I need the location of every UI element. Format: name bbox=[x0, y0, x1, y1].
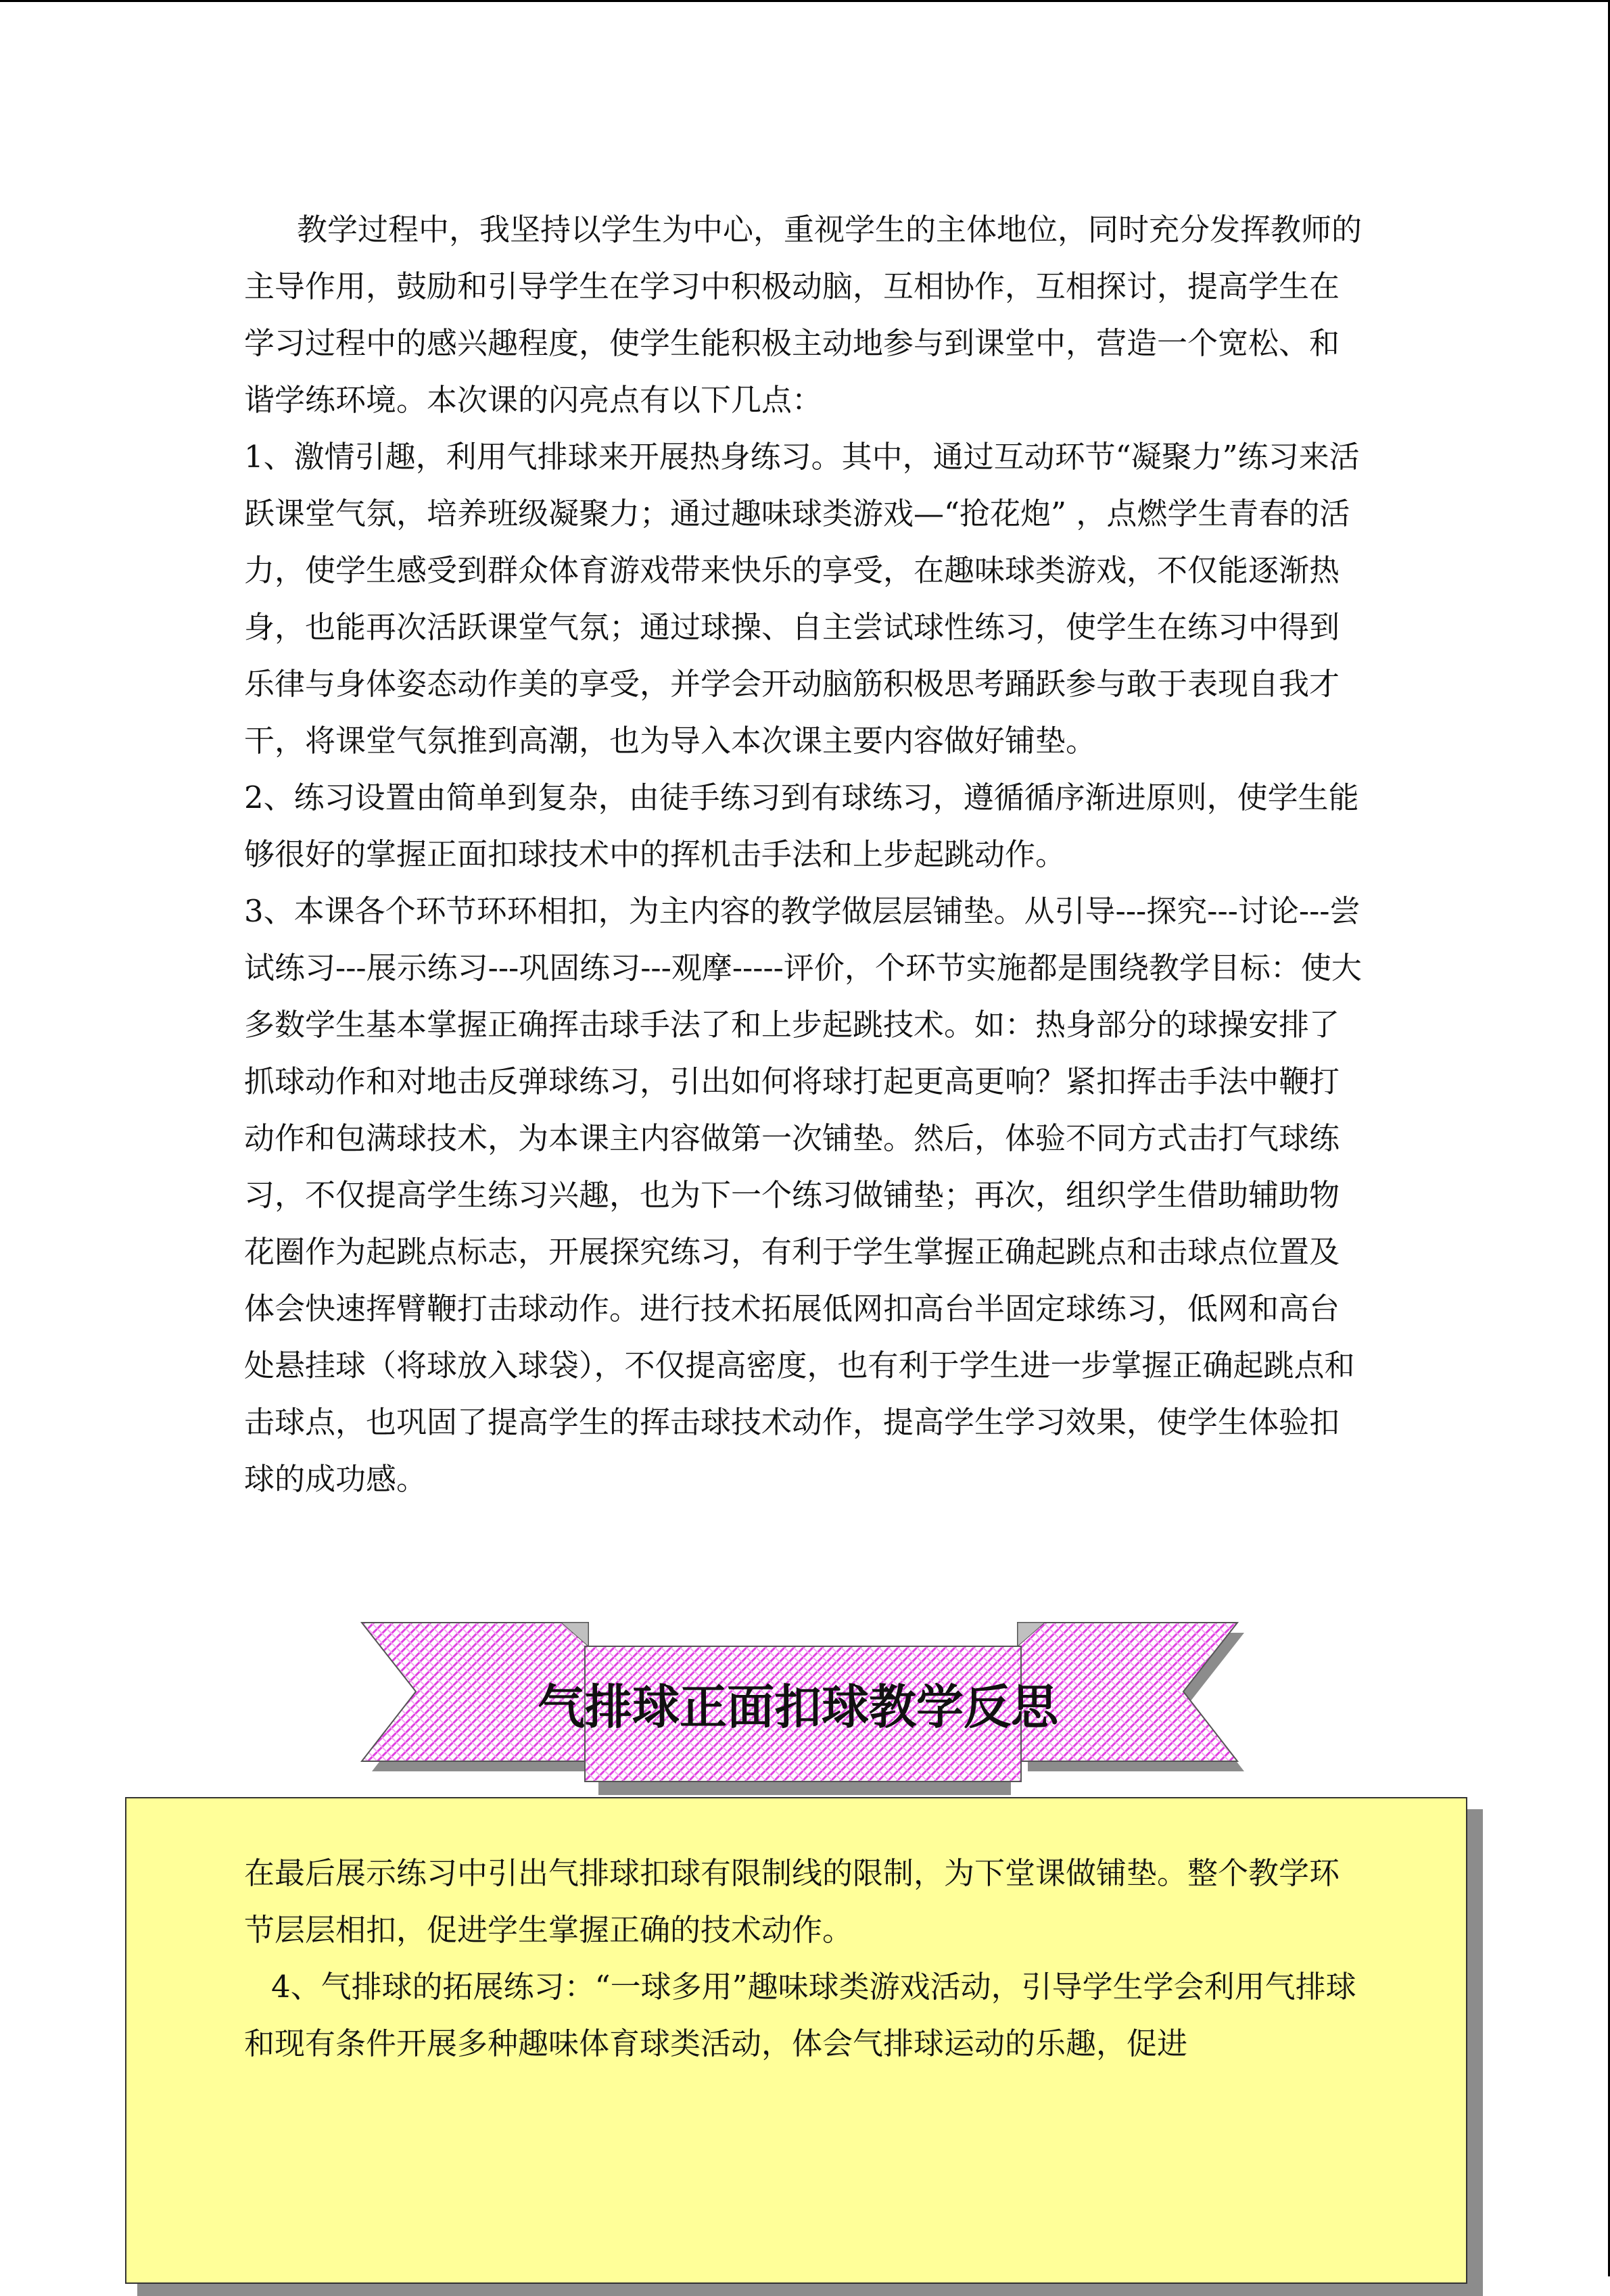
note-text bbox=[244, 1845, 1367, 2072]
note-paragraph-2: 4、气排球的拓展练习：“一球多用”趣味球类游戏活动，引导学生学会利用气排球和现有条件开展多种趣味体育球类活动，体会气排球运动的乐趣，促进 bbox=[244, 1969, 1356, 2061]
note-paragraph-1: 在最后展示练习中引出气排球扣球有限制线的限制，为下堂课做铺垫。整个教学环节层层相扣，促进学生掌握正确的技术动作。 bbox=[244, 1855, 1340, 1948]
intro-paragraph: 教学过程中，我坚持以学生为中心，重视学生的主体地位，同时充分发挥教师的主导作用，鼓励和引导学生在学习中积极动脑，互相协作，互相探讨，提高学生在学习过程中的感兴趣程度，使学生能积极主动地参与到课堂中，营造一个宽松、和谐学练环境。本次课的闪亮点有以下几点： bbox=[244, 212, 1363, 418]
body-text bbox=[244, 201, 1367, 1508]
point-2-paragraph: 2、练习设置由简单到复杂，由徒手练习到有球练习，遵循循序渐进原则，使学生能够很好的掌握正面扣球技术中的挥机击手法和上步起跳动作。 bbox=[244, 780, 1359, 872]
banner-title: 气排球正面扣球教学反思 bbox=[538, 1679, 1058, 1735]
point-3-paragraph: 3、本课各个环节环环相扣，为主内容的教学做层层铺垫。从引导---探究---讨论---尝试练习---展示练习---巩固练习---观摩-----评价，个环节实施都是围绕教学目标：使大多数学生基本掌握正确挥击球手法了和上步起跳技术。如：热身部分的球操安排了抓球动作和对地击反弹球练习，引出如何将球打起更高更响？紧扣挥击手法中鞭打动作和包满球技术，为本课主内容做第一次铺垫。然后，体验不同方式击打气球练习，不仅提高学生练习兴趣，也为下一个练习做铺垫；再次，组织学生借助辅助物花圈作为起跳点标志，开展探究练习，有利于学生掌握正确起跳点和击球点位置及体会快速挥臂鞭打击球动作。进行技术拓展低网扣高台半固定球练习，低网和高台处悬挂球（将球放入球袋），不仅提高密度，也有利于学生进一步掌握正确起跳点和击球点，也巩固了提高学生的挥击球技术动作，提高学生学习效果，使学生体验扣球的成功感。 bbox=[244, 893, 1362, 1497]
title-banner bbox=[358, 1619, 1258, 1802]
point-1-paragraph: 1、激情引趣，利用气排球来开展热身练习。其中，通过互动环节“凝聚力”练习来活跃课堂气氛，培养班级凝聚力；通过趣味球类游戏—“抢花炮” ，点燃学生青春的活力，使学生感受到群众体育游戏带来快乐的享受，在趣味球类游戏，不仅能逐渐热身，也能再次活跃课堂气氛；通过球操、自主尝试球性练习，使学生在练习中得到乐律与身体姿态动作美的享受，并学会开动脑筋积极思考踊跃参与敢于表现自我才干，将课堂气氛推到高潮，也为导入本次课主要内容做好铺垫。 bbox=[244, 439, 1360, 759]
page-border-top bbox=[0, 0, 1610, 2]
